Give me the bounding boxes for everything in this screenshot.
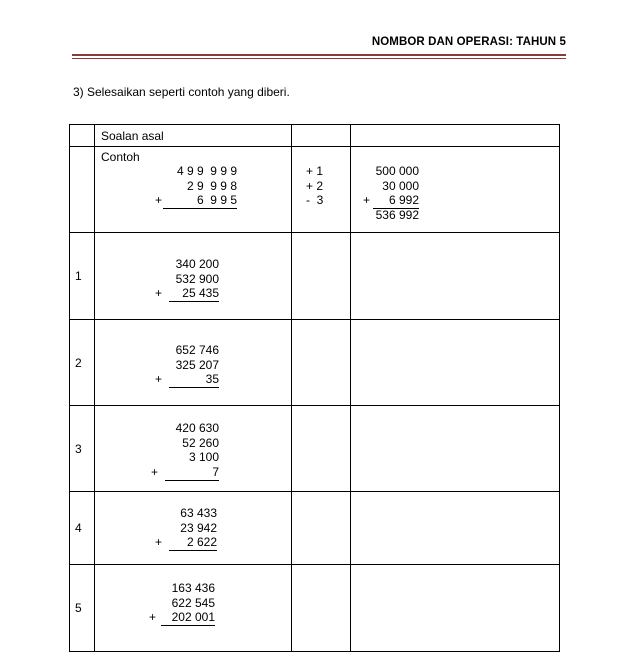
- row-line: 35: [205, 372, 219, 386]
- row-number: 4: [70, 492, 95, 565]
- row-line: 52 260: [182, 435, 219, 450]
- row-line: 532 900: [175, 271, 219, 286]
- example-result-total: 536 992: [375, 208, 419, 222]
- row-line: 63 433: [180, 506, 217, 520]
- row-adjust-cell: [292, 320, 351, 406]
- row-line: 3 100: [188, 450, 219, 464]
- header-cell-number: [70, 125, 95, 147]
- example-result-1: 500 000: [375, 164, 419, 178]
- table-row: [70, 406, 560, 492]
- example-plus-sign: +: [155, 193, 163, 207]
- row-line: 622 545: [171, 595, 215, 610]
- row-result-cell: [351, 233, 560, 320]
- header-cell-question: [95, 125, 292, 147]
- example-label: Contoh: [101, 150, 140, 164]
- question-text: 3) Selesaikan seperti contoh yang diberi.: [73, 85, 290, 99]
- example-line-1: 4 9 9 9 9 9: [176, 164, 237, 178]
- row-line: 163 436: [171, 581, 215, 595]
- row-adjust-cell: [292, 565, 351, 652]
- row-question-cell: [95, 565, 292, 652]
- row-number: 5: [70, 565, 95, 652]
- row-number: 2: [70, 320, 95, 406]
- plus-sign: +: [155, 372, 163, 386]
- row-line: 23 942: [180, 520, 217, 535]
- row-line: 202 001: [171, 610, 215, 624]
- table-row: [70, 565, 560, 652]
- example-adjust-cell: [292, 147, 351, 233]
- example-row: [70, 147, 560, 233]
- row-line: 2 622: [186, 535, 217, 549]
- row-line: 25 435: [182, 286, 219, 300]
- example-result-3: 6 992: [388, 193, 419, 207]
- table-header-row: [70, 125, 560, 147]
- example-result-2: 30 000: [382, 178, 419, 193]
- page-header-title: NOMBOR DAN OPERASI: TAHUN 5: [371, 36, 566, 48]
- row-question-cell: [95, 406, 292, 492]
- row-adjust-cell: [292, 233, 351, 320]
- table-row: [70, 492, 560, 565]
- row-number: 3: [70, 406, 95, 492]
- row-line: 652 746: [175, 343, 219, 357]
- header-label: Soalan asal: [101, 129, 164, 143]
- example-result-cell: [351, 147, 560, 233]
- plus-sign: +: [155, 286, 163, 300]
- row-result-cell: [351, 320, 560, 406]
- example-line-3: 6 9 9 5: [196, 193, 237, 207]
- row-line: 7: [212, 465, 219, 479]
- row-number: 1: [70, 233, 95, 320]
- row-question-cell: [95, 320, 292, 406]
- table-row: [70, 320, 560, 406]
- plus-sign: +: [151, 465, 159, 479]
- row-result-cell: [351, 492, 560, 565]
- row-question-cell: [95, 492, 292, 565]
- row-line: 340 200: [175, 257, 219, 271]
- row-result-cell: [351, 565, 560, 652]
- example-adjust-1: + 1: [306, 164, 324, 178]
- example-line-2: 2 9 9 9 8: [186, 178, 237, 193]
- example-adjust-2: + 2: [306, 178, 324, 193]
- row-line: 420 630: [175, 421, 219, 435]
- header-cell-adjust: [292, 125, 351, 147]
- header-cell-result: [351, 125, 560, 147]
- row-adjust-cell: [292, 492, 351, 565]
- row-line: 325 207: [175, 357, 219, 372]
- table-row: [70, 233, 560, 320]
- example-adjust-3: - 3: [306, 193, 324, 207]
- plus-sign: +: [155, 535, 163, 549]
- header-rule-thin: [72, 58, 566, 59]
- example-question-cell: [95, 147, 292, 233]
- example-result-plus: +: [363, 193, 371, 207]
- row-adjust-cell: [292, 406, 351, 492]
- example-number-cell: [70, 147, 95, 233]
- header-rule: [72, 54, 566, 56]
- row-result-cell: [351, 406, 560, 492]
- row-question-cell: [95, 233, 292, 320]
- plus-sign: +: [149, 610, 157, 624]
- exercise-table: [69, 124, 560, 652]
